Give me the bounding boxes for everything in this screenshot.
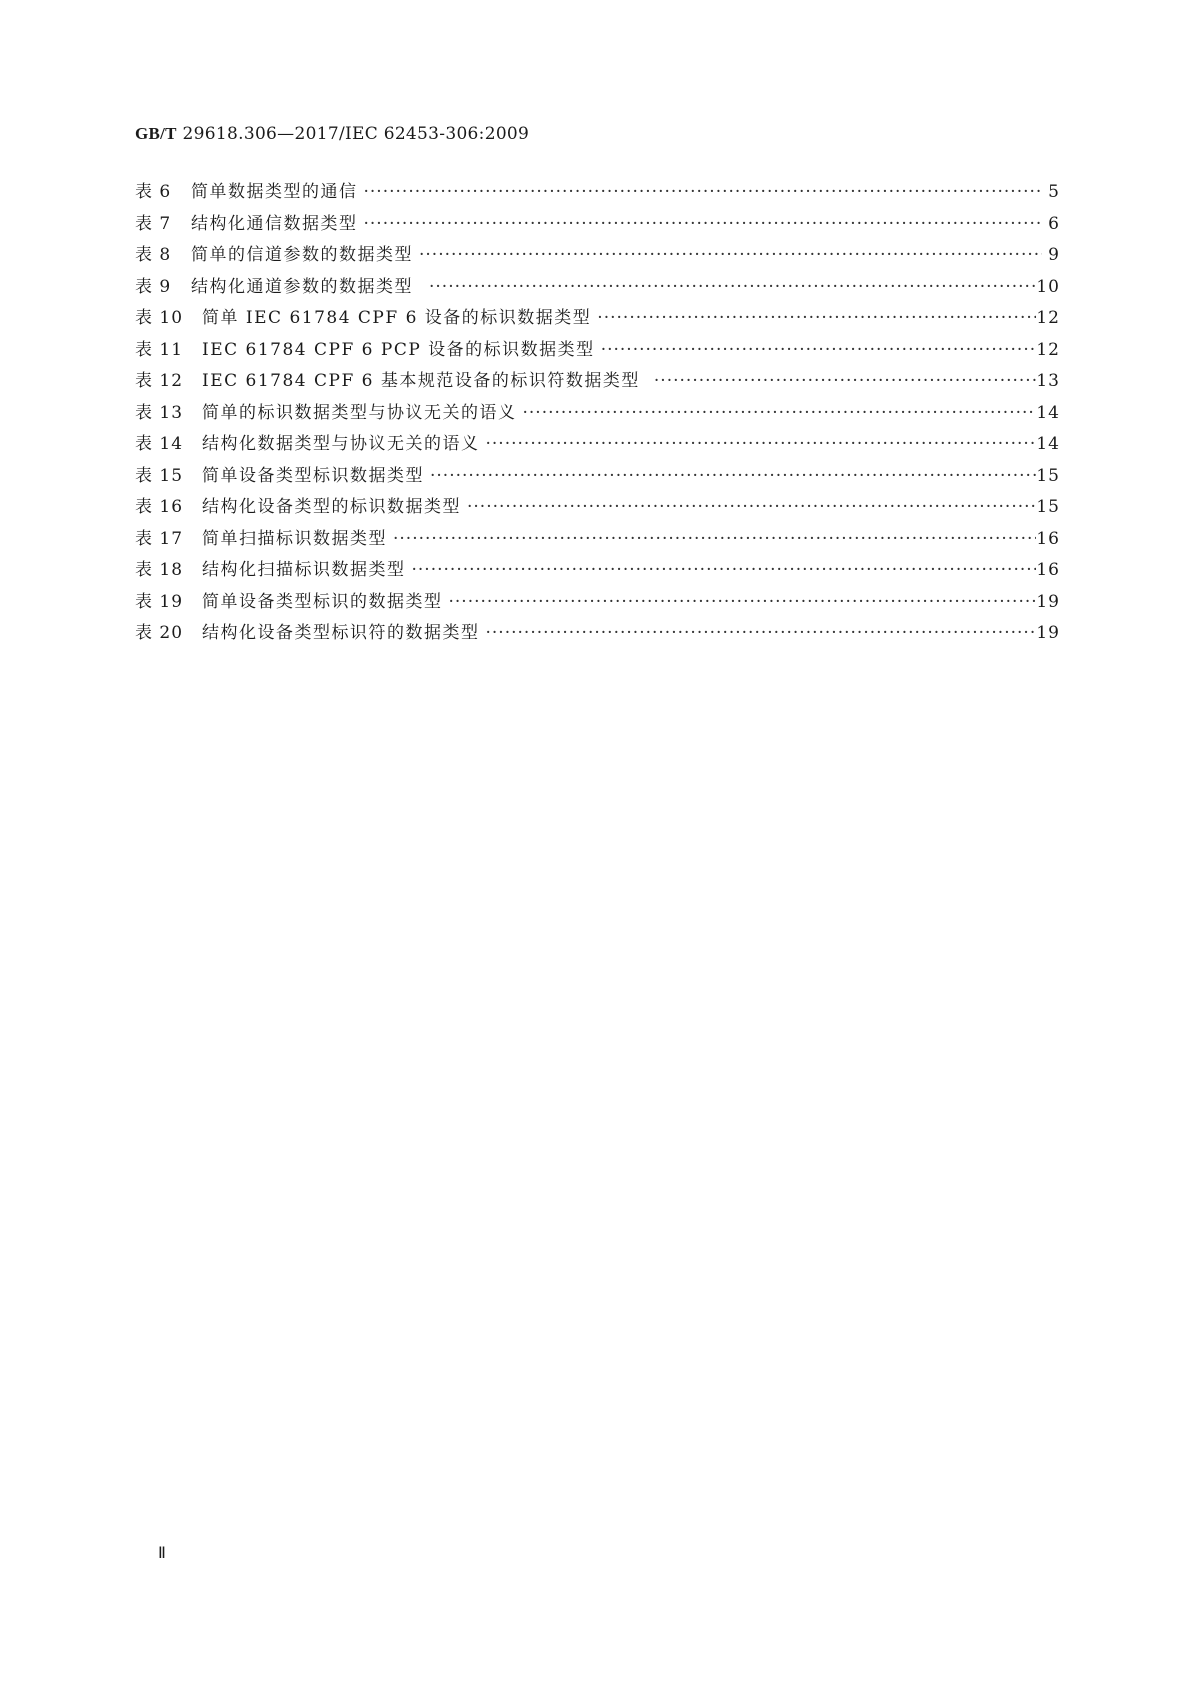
- toc-entry[interactable]: [135, 209, 1060, 241]
- toc-entry-page: 6: [1048, 213, 1060, 234]
- toc-entry-title: 简单设备类型标识的数据类型: [202, 591, 443, 612]
- toc-entry-page: 15: [1036, 497, 1060, 517]
- toc-dot-leader: [391, 524, 1036, 556]
- toc-entry-label: 表 20: [135, 623, 184, 643]
- footer-page-number: Ⅱ: [158, 1545, 166, 1562]
- toc-dot-leader: [484, 618, 1037, 650]
- toc-entry-label: 表 7: [135, 213, 172, 234]
- toc-entry-label: 表 11: [135, 339, 184, 360]
- toc-entry-page: 12: [1036, 308, 1060, 328]
- toc-entry-label: 表 6: [135, 182, 172, 202]
- toc-dot-leader: [652, 366, 1036, 398]
- toc-entry[interactable]: [135, 587, 1060, 619]
- toc-entry-page: 19: [1036, 591, 1060, 612]
- toc-entry-label: 表 16: [135, 497, 184, 517]
- toc-entry-title: 结构化设备类型标识符的数据类型: [202, 623, 480, 643]
- toc-entry-title: IEC 61784 CPF 6 基本规范设备的标识符数据类型: [202, 371, 640, 391]
- toc-dot-leader: [428, 461, 1036, 493]
- toc-entry[interactable]: [135, 492, 1060, 524]
- toc-entry-title: 结构化通道参数的数据类型: [191, 276, 413, 297]
- toc-dot-leader: [484, 429, 1037, 461]
- toc-entry[interactable]: [135, 524, 1060, 556]
- toc-entry-title: 结构化扫描标识数据类型: [202, 560, 406, 580]
- toc-entry-label: 表 14: [135, 434, 184, 454]
- toc-entry[interactable]: [135, 272, 1060, 304]
- toc-entry[interactable]: [135, 398, 1060, 430]
- standard-number: 29618.306—2017/IEC 62453-306:2009: [182, 124, 530, 144]
- toc-entry-title: 简单的信道参数的数据类型: [191, 245, 413, 265]
- toc-dot-leader: [410, 555, 1037, 587]
- toc-entry-label: 表 13: [135, 402, 184, 423]
- toc-entry-label: 表 12: [135, 371, 184, 391]
- toc-dot-leader: [447, 587, 1037, 619]
- toc-dot-leader: [427, 272, 1036, 304]
- toc-entry-title: 简单扫描标识数据类型: [202, 528, 387, 549]
- toc-entry-page: 13: [1036, 371, 1060, 391]
- toc-entry[interactable]: [135, 366, 1060, 398]
- toc-dot-leader: [521, 398, 1037, 430]
- toc-entry-label: 表 19: [135, 591, 184, 612]
- toc-entry-title: 简单 IEC 61784 CPF 6 设备的标识数据类型: [202, 308, 592, 328]
- toc-entry[interactable]: [135, 555, 1060, 587]
- toc-entry[interactable]: [135, 335, 1060, 367]
- toc-dot-leader: [595, 303, 1036, 335]
- toc-dot-leader: [362, 209, 1043, 241]
- toc-entry-page: 16: [1036, 560, 1060, 580]
- toc-entry[interactable]: [135, 461, 1060, 493]
- toc-entry-title: IEC 61784 CPF 6 PCP 设备的标识数据类型: [202, 339, 595, 360]
- toc-entry-page: 12: [1036, 339, 1060, 360]
- standard-prefix: GB/T: [135, 124, 177, 143]
- toc-entry-page: 10: [1036, 276, 1060, 297]
- toc-entry-page: 5: [1048, 182, 1060, 202]
- toc-entry-title: 简单设备类型标识数据类型: [202, 465, 424, 486]
- toc-entry-label: 表 17: [135, 528, 184, 549]
- toc-entry-page: 14: [1036, 402, 1060, 423]
- document-header: [135, 124, 529, 144]
- toc-entry-title: 结构化通信数据类型: [191, 213, 358, 234]
- toc-entry[interactable]: [135, 240, 1060, 272]
- toc-dot-leader: [417, 240, 1042, 272]
- toc-entry-title: 简单的标识数据类型与协议无关的语义: [202, 402, 517, 423]
- toc-entry-page: 14: [1036, 434, 1060, 454]
- toc-entry-title: 结构化数据类型与协议无关的语义: [202, 434, 480, 454]
- toc-entry-label: 表 18: [135, 560, 184, 580]
- toc-dot-leader: [465, 492, 1036, 524]
- toc-entry-label: 表 8: [135, 245, 172, 265]
- toc-entry-page: 19: [1036, 623, 1060, 643]
- toc-entry-label: 表 9: [135, 276, 172, 297]
- toc-dot-leader: [362, 177, 1043, 209]
- toc-entry-title: 简单数据类型的通信: [191, 182, 358, 202]
- toc-entry-label: 表 10: [135, 308, 184, 328]
- toc-entry-page: 9: [1048, 245, 1060, 265]
- toc-entry-title: 结构化设备类型的标识数据类型: [202, 497, 461, 517]
- toc-entry[interactable]: [135, 429, 1060, 461]
- toc-entry[interactable]: [135, 177, 1060, 209]
- toc-entry[interactable]: [135, 618, 1060, 650]
- toc-entry[interactable]: [135, 303, 1060, 335]
- toc-dot-leader: [599, 335, 1037, 367]
- toc-entry-label: 表 15: [135, 465, 184, 486]
- toc-entry-page: 16: [1036, 528, 1060, 549]
- toc-entry-page: 15: [1036, 465, 1060, 486]
- table-of-contents: [135, 177, 1060, 650]
